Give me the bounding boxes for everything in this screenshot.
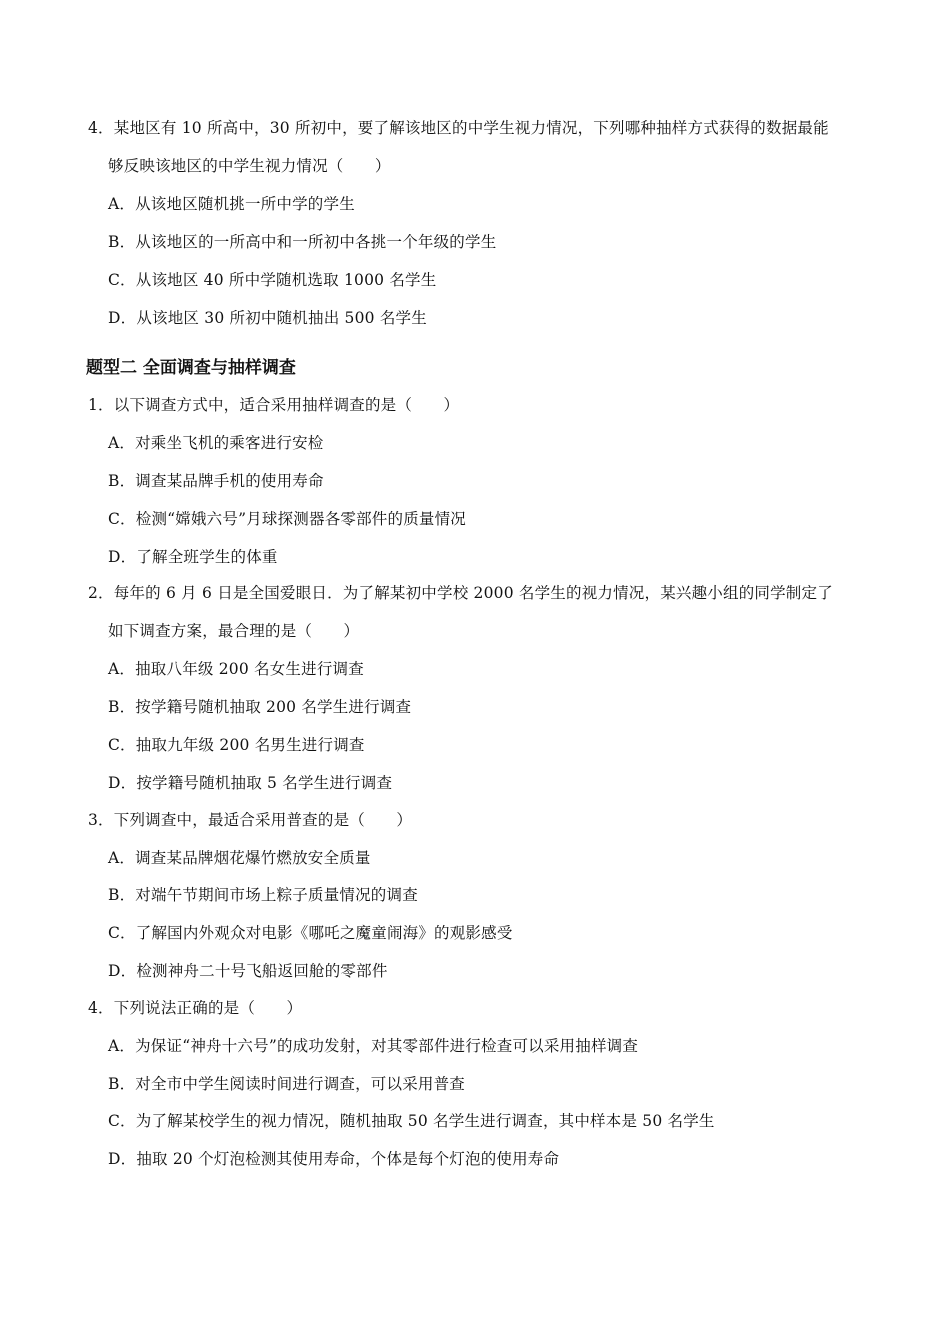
option-c: C．抽取九年级 200 名男生进行调查	[108, 736, 365, 754]
option-c: C．为了解某校学生的视力情况，随机抽取 50 名学生进行调查，其中样本是 50 名学生	[108, 1112, 715, 1130]
question-stem: 4．某地区有 10 所高中，30 所初中，要了解该地区的中学生视力情况，下列哪种抽样方式获得的数据最能	[88, 119, 829, 137]
option-b: B．调查某品牌手机的使用寿命	[108, 472, 324, 490]
option-a: A．从该地区随机挑一所中学的学生	[108, 195, 355, 213]
question-stem: 2．每年的 6 月 6 日是全国爱眼日．为了解某初中学校 2000 名学生的视力情况，某兴趣小组的同学制定了	[88, 584, 833, 602]
option-d: D．抽取 20 个灯泡检测其使用寿命，个体是每个灯泡的使用寿命	[108, 1150, 560, 1168]
option-d: D．检测神舟二十号飞船返回舱的零部件	[108, 962, 388, 980]
option-b: B．按学籍号随机抽取 200 名学生进行调查	[108, 698, 412, 716]
option-d: D．从该地区 30 所初中随机抽出 500 名学生	[108, 309, 427, 327]
question-stem-continued: 如下调查方案，最合理的是（ ）	[108, 622, 360, 640]
option-a: A．抽取八年级 200 名女生进行调查	[108, 660, 364, 678]
section-title: 题型二 全面调查与抽样调查	[86, 358, 296, 378]
question-stem-continued: 够反映该地区的中学生视力情况（ ）	[108, 157, 391, 175]
option-c: C．从该地区 40 所中学随机选取 1000 名学生	[108, 271, 437, 289]
question-stem: 1．以下调查方式中，适合采用抽样调查的是（ ）	[88, 396, 460, 414]
option-a: A．调查某品牌烟花爆竹燃放安全质量	[108, 849, 371, 867]
option-d: D．了解全班学生的体重	[108, 548, 278, 566]
option-b: B．从该地区的一所高中和一所初中各挑一个年级的学生	[108, 233, 497, 251]
option-c: C．了解国内外观众对电影《哪吒之魔童闹海》的观影感受	[108, 924, 513, 942]
question-stem: 4．下列说法正确的是（ ）	[88, 999, 303, 1017]
option-b: B．对全市中学生阅读时间进行调查，可以采用普查	[108, 1075, 465, 1093]
option-c: C．检测“嫦娥六号”月球探测器各零部件的质量情况	[108, 510, 467, 528]
option-b: B．对端午节期间市场上粽子质量情况的调查	[108, 886, 418, 904]
option-a: A．为保证“神舟十六号”的成功发射，对其零部件进行检查可以采用抽样调查	[108, 1037, 639, 1055]
option-d: D．按学籍号随机抽取 5 名学生进行调查	[108, 774, 393, 792]
question-stem: 3．下列调查中，最适合采用普查的是（ ）	[88, 811, 413, 829]
option-a: A．对乘坐飞机的乘客进行安检	[108, 434, 324, 452]
